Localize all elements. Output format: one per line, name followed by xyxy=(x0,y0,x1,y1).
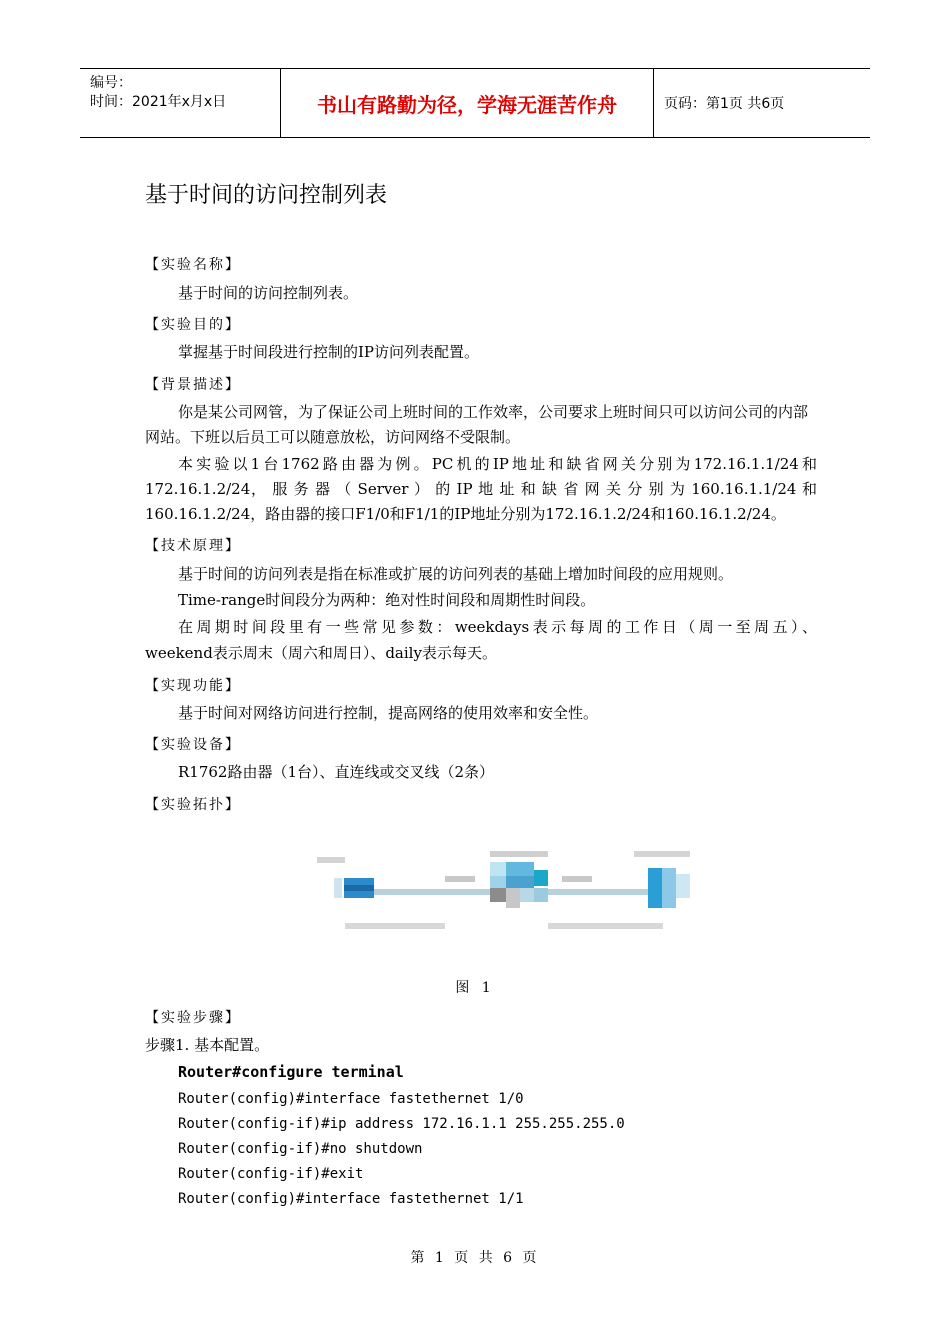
header-meta-cell xyxy=(80,69,281,137)
pc-port-label-blur xyxy=(445,876,475,882)
step-1-heading: 步骤1. 基本配置。 xyxy=(145,1036,270,1054)
code-line: Router(config-if)#ip address 172.16.1.1 255.255.255.0 xyxy=(178,1116,625,1132)
principle-paragraph-2: Time-range时间段分为两种：绝对性时间段和周期性时间段。 xyxy=(178,591,596,609)
section-heading-purpose: 【实验目的】 xyxy=(145,317,241,333)
pc-address-label-blur xyxy=(345,923,445,929)
page-footer: 第 1 页 共 6 页 xyxy=(410,1250,540,1266)
server-address-label-blur xyxy=(548,923,663,929)
figure-caption: 图 1 xyxy=(455,980,495,996)
code-line: Router(config-if)#exit xyxy=(178,1166,364,1182)
section-heading-principle: 【技术原理】 xyxy=(145,538,241,554)
topology-figure xyxy=(300,840,700,940)
doc-number-label: 编号： xyxy=(90,75,132,91)
server-node xyxy=(634,851,690,908)
code-line: Router(config-if)#no shutdown xyxy=(178,1141,423,1157)
background-paragraph-2-line-2: 172.16.1.2/24， 服 务 器 （ Server ） 的 IP 地 址 和 缺 省 网 关 分 别 为 160.16.1.1/24 和 xyxy=(145,480,817,498)
background-paragraph-2-line-3: 160.16.1.2/24，路由器的接口F1/0和F1/1的IP地址分别为172.16.1.2/24和160.16.1.2/24。 xyxy=(145,505,786,523)
equipment-text: R1762路由器（1台）、直连线或交叉线（2条） xyxy=(178,763,495,781)
doc-time-label: 时间：2021年x月x日 xyxy=(90,94,227,110)
header-motto: 书山有路勤为径，学海无涯苦作舟 xyxy=(281,69,654,137)
section-heading-name: 【实验名称】 xyxy=(145,257,241,273)
section-heading-equipment: 【实验设备】 xyxy=(145,737,241,753)
server-port-label-blur xyxy=(562,876,592,882)
header-page-info: 页码：第1页 共6页 xyxy=(664,96,785,112)
section-heading-background: 【背景描述】 xyxy=(145,377,241,393)
purpose-text: 掌握基于时间段进行控制的IP访问列表配置。 xyxy=(178,343,480,361)
principle-paragraph-3-line-2: weekend表示周末（周六和周日）、daily表示每天。 xyxy=(145,644,497,662)
page-header xyxy=(80,68,870,138)
code-line: Router(config)#interface fastethernet 1/1 xyxy=(178,1191,524,1207)
section-heading-topology: 【实验拓扑】 xyxy=(145,797,241,813)
router-node xyxy=(490,851,548,908)
principle-paragraph-3-line-1: 在周期时间段里有一些常见参数：weekdays表示每周的工作日（周一至周五）、 xyxy=(178,618,817,636)
code-line: Router(config)#interface fastethernet 1/0 xyxy=(178,1091,524,1107)
principle-paragraph-1: 基于时间的访问列表是指在标准或扩展的访问列表的基础上增加时间段的应用规则。 xyxy=(178,565,734,583)
background-paragraph-2-line-1: 本实验以1台1762路由器为例。PC机的IP地址和缺省网关分别为172.16.1.1/24和 xyxy=(178,455,817,473)
background-paragraph-1: 你是某公司网管，为了保证公司上班时间的工作效率，公司要求上班时间只可以访问公司的内部网站。下班以后员工可以随意放松，访问网络不受限制。 xyxy=(145,403,809,446)
section-heading-steps: 【实验步骤】 xyxy=(145,1010,241,1026)
document-title: 基于时间的访问控制列表 xyxy=(145,183,388,208)
pc-node xyxy=(317,857,374,898)
name-text: 基于时间的访问控制列表。 xyxy=(178,284,359,302)
section-heading-function: 【实现功能】 xyxy=(145,678,241,694)
code-line: Router#configure terminal xyxy=(178,1063,404,1081)
function-text: 基于时间对网络访问进行控制，提高网络的使用效率和安全性。 xyxy=(178,704,599,722)
